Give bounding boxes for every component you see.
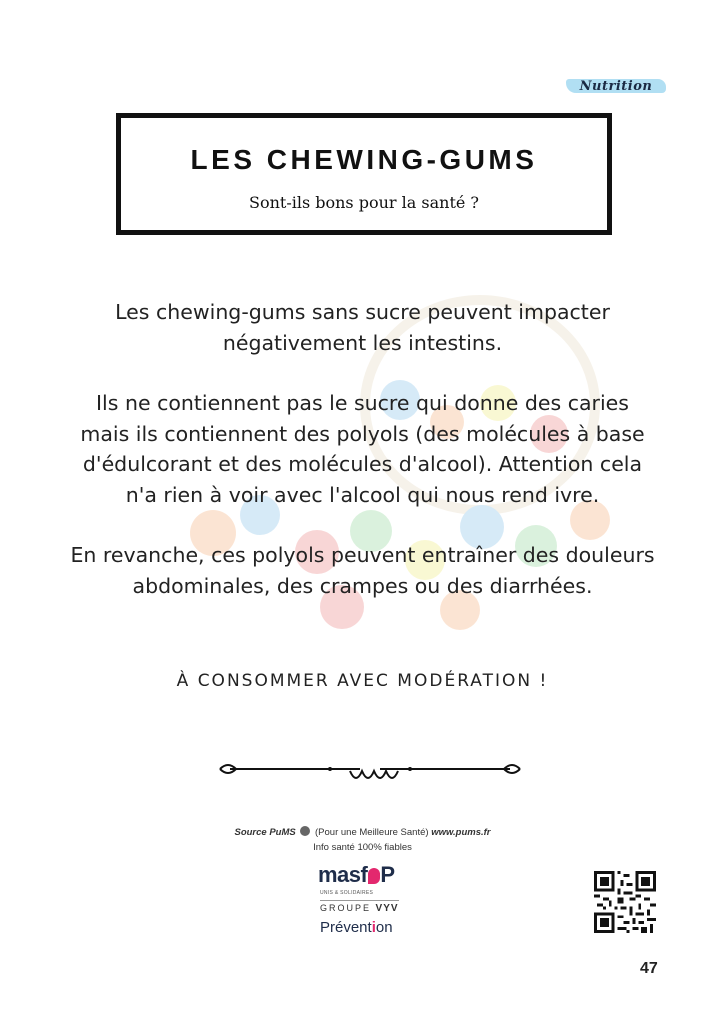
source-credit	[0, 825, 725, 855]
body-paragraph: En revanche, ces polyols peuvent entraîner des douleurs abdominales, des crampes ou des diarrhées.	[70, 543, 655, 598]
masfip-slogan: UNIS & SOLIDAIRES	[320, 890, 374, 896]
body-text	[70, 297, 655, 631]
section-tag	[566, 76, 666, 96]
body-paragraph: Les chewing-gums sans sucre peuvent impacter négativement les intestins.	[115, 300, 610, 355]
groupe-vyv-label: GROUPE VYV	[320, 900, 399, 914]
masfip-wordmark: masf P	[318, 862, 395, 887]
section-tag-label: Nutrition	[579, 78, 653, 94]
decorative-divider	[210, 755, 530, 795]
pums-logo-icon	[300, 826, 310, 836]
moderation-callout: À CONSOMMER AVEC MODÉRATION !	[176, 671, 549, 691]
prevention-pink-mark-icon: i	[371, 919, 376, 936]
source-label: Source PuMS	[234, 827, 296, 838]
page-subtitle: Sont-ils bons pour la santé ?	[248, 193, 479, 212]
prevention-logo: Prévention	[320, 919, 393, 936]
qr-code-icon[interactable]	[594, 871, 656, 933]
source-full-name: (Pour une Meilleure Santé)	[315, 827, 429, 838]
masfip-pink-mark-icon	[368, 868, 380, 884]
title-box	[116, 113, 612, 235]
page-number: 47	[640, 960, 658, 977]
page-title: LES CHEWING-GUMS	[190, 144, 538, 175]
source-tagline: Info santé 100% fiables	[313, 842, 412, 853]
source-url[interactable]: www.pums.fr	[431, 827, 491, 838]
body-paragraph: Ils ne contiennent pas le sucre qui donne des caries mais ils contiennent des polyols (des molécules à base d'édulcorant et des molécules d'alcool). Attention cela n'a rien à voir avec l'alcool qui nous rend ivre.	[80, 391, 645, 507]
